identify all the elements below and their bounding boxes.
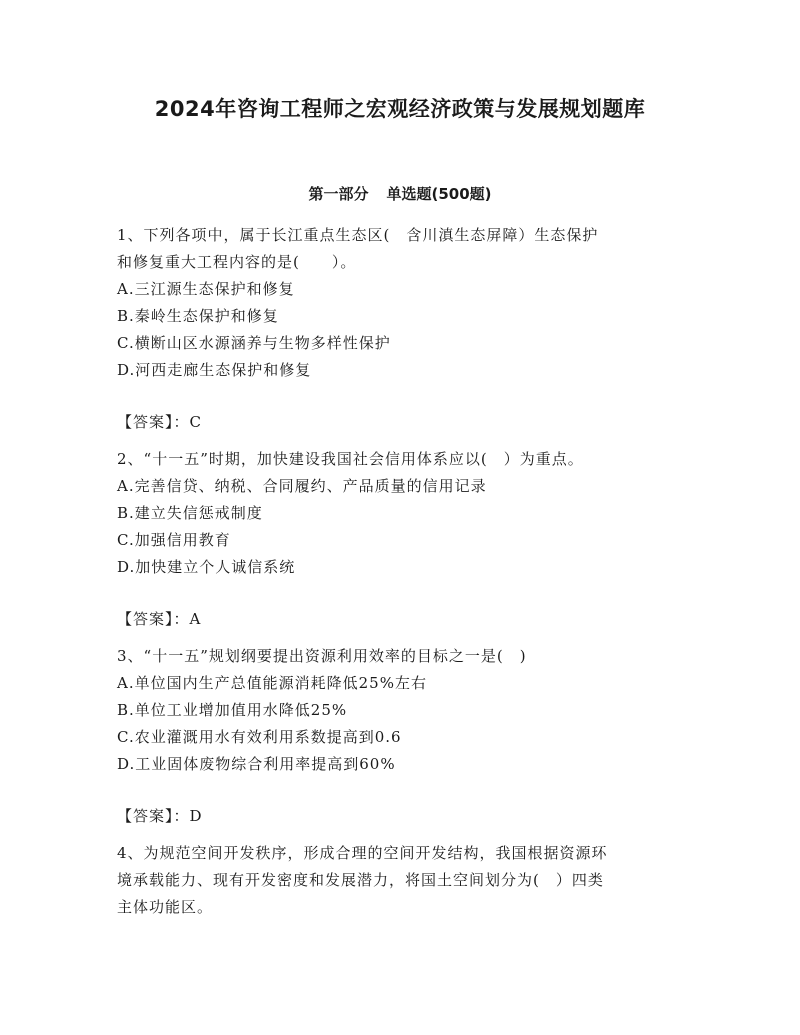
answer-line [117,606,687,633]
question-stem-line: 和修复重大工程内容的是( ）。 [117,253,357,271]
question-stem-line: 4、为规范空间开发秩序，形成合理的空间开发结构，我国根据资源环 [117,844,608,862]
option-c: C.横断山区水源涵养与生物多样性保护 [117,334,391,352]
question-stem-line: 3、“十一五”规划纲要提出资源利用效率的目标之一是( ) [117,647,527,665]
answer-value: C [189,413,202,431]
question-stem-line: 2、“十一五”时期，加快建设我国社会信用体系应以( ）为重点。 [117,450,584,468]
answer-prefix: 【答案】： [117,610,190,628]
option-a: A.单位国内生产总值能源消耗降低25%左右 [117,674,427,692]
answer-prefix: 【答案】： [117,413,190,431]
option-d: D.加快建立个人诚信系统 [117,558,296,576]
option-a: A.完善信贷、纳税、合同履约、产品质量的信用记录 [117,477,487,495]
option-c: C.加强信用教育 [117,531,231,549]
section-name: 单选题(500题) [386,185,492,203]
question-stem-line: 境承载能力、现有开发密度和发展潜力，将国土空间划分为( ）四类 [117,871,604,889]
section-heading [0,183,800,204]
question-4 [117,840,687,921]
answer-value: A [189,610,202,628]
section-part: 第一部分 [308,185,369,203]
option-b: B.建立失信惩戒制度 [117,504,263,522]
option-c: C.农业灌溉用水有效利用系数提高到0.6 [117,728,402,746]
question-2 [117,446,687,633]
option-b: B.单位工业增加值用水降低25% [117,701,348,719]
option-a: A.三江源生态保护和修复 [117,280,295,298]
option-d: D.河西走廊生态保护和修复 [117,361,312,379]
question-stem-line: 主体功能区。 [117,898,214,916]
question-list [117,222,687,921]
question-3 [117,643,687,830]
answer-line [117,803,687,830]
question-stem-line: 1、下列各项中，属于长江重点生态区( 含川滇生态屏障）生态保护 [117,226,599,244]
option-b: B.秦岭生态保护和修复 [117,307,279,325]
answer-line [117,409,687,436]
answer-prefix: 【答案】： [117,807,190,825]
option-d: D.工业固体废物综合利用率提高到60% [117,755,396,773]
answer-value: D [189,807,203,825]
question-1 [117,222,687,436]
document-title: 2024年咨询工程师之宏观经济政策与发展规划题库 [154,97,646,121]
